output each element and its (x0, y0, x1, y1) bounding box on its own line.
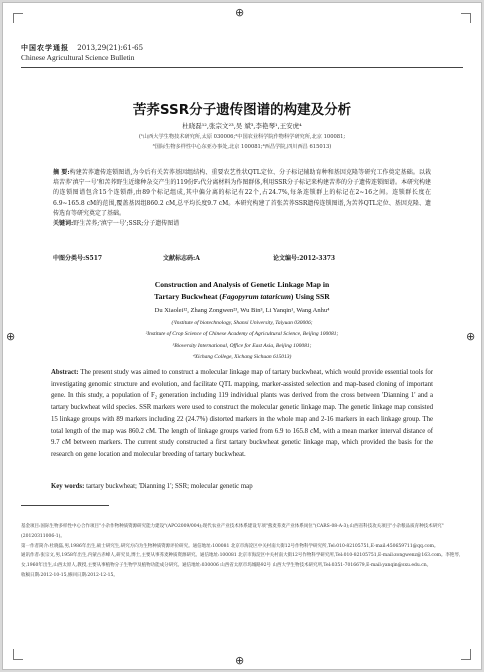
title-en-line2: Tartary Buckwheat (Fagopyrum tataricum) Using SSR (154, 291, 330, 301)
abstract-en (51, 367, 433, 461)
keywords-cn-label: 关键词: (53, 220, 74, 228)
crop-mark (470, 13, 471, 23)
crop-mark (461, 659, 471, 660)
abstract-cn-label: 摘 要: (53, 169, 70, 176)
crop-mark (13, 659, 23, 660)
abstract-cn (53, 168, 431, 229)
registration-mark-right: ⊕ (466, 330, 476, 343)
funding-footnote: 基金项目:国际生物多样性中心合作项目"小杂作物种质资源研究能力建设"(APO2009/004);现代农业产业技术体系建设专项"燕麦荞麦产业体系岗位"(CARS-08-A-3);山西省科技攻关项目"小杂粮品质育种技术研究"(20120311006-1)。 (21, 524, 444, 539)
keywords-en (51, 483, 433, 490)
article-number: 论文编号:2012-3373 (273, 255, 336, 262)
affiliation-line: (¹山西大学生物技术研究所,太原 030006;²中国农业科学院作物科学研究所,北京 100081; (138, 134, 346, 140)
first-author-footnote: 第一作者简介:杜晓磊,男,1986年出生,硕士研究生,研究方向为生物种质资源评价研究。通信地址:100081 北京市海淀区中关村南大街12号作物科学研究所,Tel:010-82105751,E-mail:450659711@qq.com。 (21, 543, 439, 549)
authors-en: Du Xiaolei¹², Zhang Zongwen²³, Wu Bin³, Li Yanqin¹, Wang Anhu⁴ (154, 307, 330, 314)
affiliation-line: ³国际生物多样性中心东亚办事处,北京 100081;⁴西昌学院,四川西昌 615013) (152, 143, 332, 150)
abstract-cn-text: 构建苦荞遗传连锁图谱,为今后有关苦荞基因组结构、重要农艺性状QTL定位、分子标记辅助育种和基因克隆等研究工作奠定基础。以栽培苦荞'滇宁一号'和苦荞野生近缘种杂交产生的119份F₂代分离材料为作图群体,利用SSR分子标记来构建苦荞的分子遗传连锁图谱。本研究构建的连锁图谱包含15个连锁群,由89个标记组成,其中偏分离的标记有22个,占24.7%,每条连锁群上的标记在2~16之间。连锁群长度在6.9~165.8 cM的范围,覆盖基因组860.2 cM,总平均长度9.7 cM。本研究构建了首张苦荞SSR遗传连锁图谱,为苦荞QTL定位、基因克隆、遗传选育等研究奠定了基础。 (53, 169, 431, 217)
title-en (3, 279, 481, 302)
abstract-en-label: Abstract: (51, 369, 79, 376)
title-en-line1: Construction and Analysis of Genetic Linkage Map in (154, 280, 330, 289)
crop-mark (13, 13, 14, 23)
citation: 2013,29(21):61-65 (77, 44, 144, 52)
paper-page (2, 2, 482, 670)
received-date-footnote: 收稿日期:2012-10-15,修回日期:2012-12-15。 (21, 572, 118, 578)
keywords-en-text: tartary buckwheat; 'Dianning 1'; SSR; molecular genetic map (86, 483, 253, 490)
journal-header (21, 43, 143, 63)
affiliation-line: ³Bioversity International, Office for East Asia, Beijing 100081; (172, 342, 312, 349)
affiliations-cn (3, 133, 481, 152)
affiliation-line: ⁴Xichang College, Xichang Sichuan 615013) (192, 353, 292, 360)
header-rule (21, 67, 463, 68)
footnotes (21, 522, 463, 581)
keywords-en-label: Key words: (51, 483, 85, 490)
affiliations-en (3, 318, 481, 363)
document-code: 文献标志码:A (163, 255, 200, 262)
corresponding-author-footnote: 通讯作者:张宗文,男,1958年出生,内蒙古赤峰人,研究员,博士,主要从事荞麦种质资源研究。通信地址:100081 北京市海淀区中关村南大街12号作物科学研究所,Tel:010-82105751,E-mail:zongwenz@163.com。李艳琴,女,1960年出生,山西太原人,教授,主要从事植物分子生物学及植物功能成分研究。通信地址:030006 山西省太原市坞城路92号 山西大学生物技术研究所,Tel:0351-7016679,E-mail:yanqin@sxu.edu.cn。 (21, 553, 461, 569)
affiliation-line: ²Institute of Crop Science of Chinese Academy of Agricultural Science, Beijing 100081; (145, 331, 339, 338)
crop-mark (13, 13, 23, 14)
clc-number: 中图分类号:S517 (53, 255, 103, 262)
crop-mark (13, 649, 14, 659)
crop-mark (470, 649, 471, 659)
registration-mark-left: ⊕ (6, 330, 16, 343)
abstract-en-text: The present study was aimed to construct a molecular linkage map of tartary buckwheat, which would provide essential tools for investigating genomic structure and evolution, and facilitate QTL mapping, marker-assisted selection and map-based cloning of important gene. In this study, a population of F₂ generation including 119 individual plants was derived from the cross between 'Dianning 1' and a tartary buckwheat wild species. SSR markers were used to construct the molecular genetic linkage map. The genetic linkage map consisted 15 linkage groups with 89 markers including 22 (24.7%) distorted markers in the whole map and 2-16 markers in each linkage group. The total length of the map was 860.2 cM. The length of linkage groups varied from 6.9 to 165.8 cM, with a mean marker interval distance of 9.7 cM between markers. The current study constructed a first tartary buckwheat genetic linkage map, which provided the basis for the research on gene location and molecular breeding of tartary buckwheat. (51, 369, 434, 458)
journal-name-en: Chinese Agricultural Science Bulletin (21, 53, 135, 62)
keywords-cn-text: 野生苦荞;'滇宁一号';SSR;分子遗传图谱 (73, 220, 180, 228)
journal-name-cn: 中国农学通报 (21, 43, 69, 52)
registration-mark-top: ⊕ (235, 6, 245, 19)
registration-mark-bottom: ⊕ (235, 654, 245, 667)
footnote-rule (21, 505, 109, 506)
authors-cn: 杜晓磊¹²,张宗文²³,吴 斌³,李艳琴¹,王安虎⁴ (182, 122, 302, 130)
title-cn: 苦荞SSR分子遗传图谱的构建及分析 (132, 102, 352, 118)
affiliation-line: (¹Institute of biotechnology, Shanxi University, Taiyuan 030006; (171, 320, 313, 326)
